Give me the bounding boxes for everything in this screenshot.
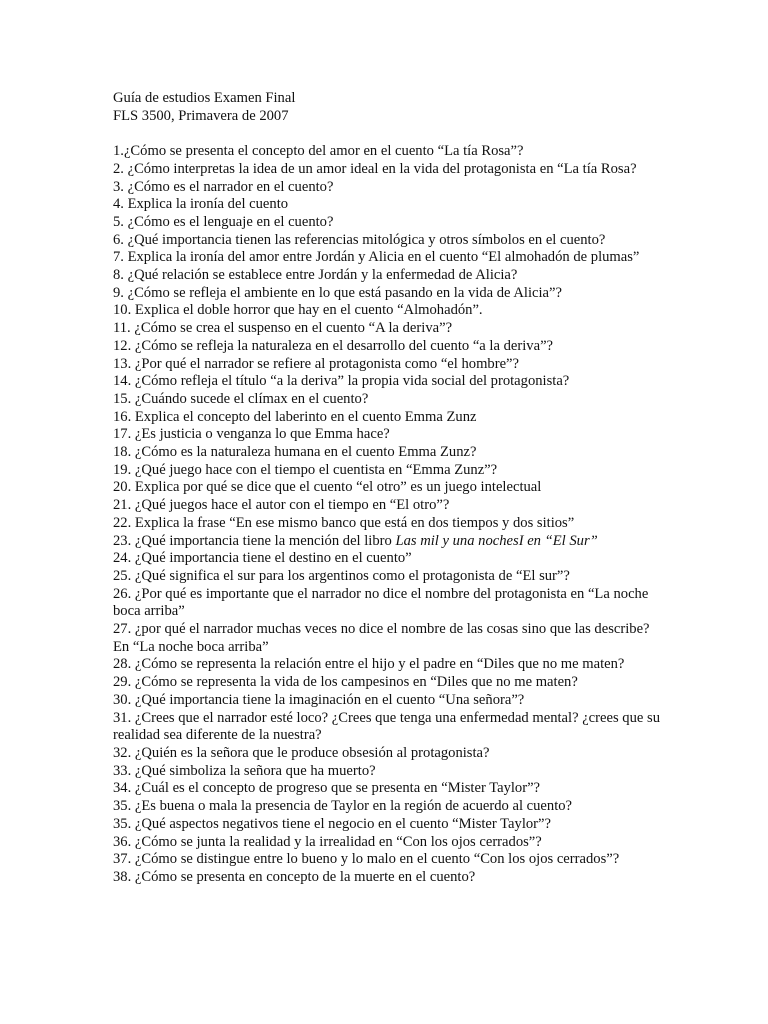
question-number: 23. xyxy=(113,532,135,549)
question-item xyxy=(113,834,663,852)
question-text: ¿Cómo se distingue entre lo bueno y lo malo en el cuento “Con los ojos cerrados”? xyxy=(134,851,620,868)
study-guide-page xyxy=(113,90,663,887)
question-item xyxy=(113,302,663,320)
question-italic-text: Las mil y una nochesI en “El Sur” xyxy=(395,532,598,549)
question-number: 14. xyxy=(113,373,135,390)
question-number: 12. xyxy=(113,337,135,354)
document-title: Guía de estudios Examen Final xyxy=(113,90,296,106)
question-text: ¿Qué importancia tienen las referencias mitológica y otros símbolos en el cuento? xyxy=(127,231,606,248)
question-text: ¿por qué el narrador muchas veces no dice el nombre de las cosas sino que las describe? En “La noche boca arriba” xyxy=(113,621,650,655)
question-item xyxy=(113,586,663,621)
question-number: 17. xyxy=(113,426,135,443)
question-number: 2. xyxy=(113,160,128,177)
question-item xyxy=(113,267,663,285)
question-text: ¿Es buena o mala la presencia de Taylor en la región de acuerdo al cuento? xyxy=(134,798,573,815)
question-text: ¿Cuál es el concepto de progreso que se presenta en “Mister Taylor”? xyxy=(134,780,541,797)
question-text: Explica la ironía del amor entre Jordán y Alicia en el cuento “El almohadón de plumas” xyxy=(127,249,640,266)
question-item xyxy=(113,409,663,427)
question-text: Explica el concepto del laberinto en el cuento Emma Zunz xyxy=(134,408,477,425)
question-text: ¿Cómo se representa la relación entre el hijo y el padre en “Diles que no me maten? xyxy=(134,656,625,673)
question-text: ¿Cómo interpretas la idea de un amor ideal en la vida del protagonista en “La tía Rosa? xyxy=(127,160,637,177)
question-item xyxy=(113,550,663,568)
question-number: 9. xyxy=(113,284,128,301)
question-number: 29. xyxy=(113,674,135,691)
question-number: 22. xyxy=(113,514,135,531)
question-text: ¿Cómo es el narrador en el cuento? xyxy=(127,178,334,195)
question-number: 35. xyxy=(113,815,135,832)
question-text: ¿Cómo se representa la vida de los campesinos en “Diles que no me maten? xyxy=(134,674,578,691)
question-item xyxy=(113,692,663,710)
question-text: ¿Crees que el narrador esté loco? ¿Crees que tenga una enfermedad mental? ¿crees que su realidad sea diferente de la nuestra? xyxy=(113,709,661,744)
question-item xyxy=(113,196,663,214)
question-item xyxy=(113,479,663,497)
question-text: ¿Cómo refleja el título “a la deriva” la propia vida social del protagonista? xyxy=(134,373,570,390)
question-item xyxy=(113,249,663,267)
question-item xyxy=(113,462,663,480)
question-number: 25. xyxy=(113,567,135,584)
question-item xyxy=(113,391,663,409)
question-number: 7. xyxy=(113,249,128,266)
question-number: 28. xyxy=(113,656,135,673)
question-text: ¿Cómo se crea el suspenso en el cuento “A la deriva”? xyxy=(134,320,453,337)
question-text: ¿Cómo se refleja el ambiente en lo que está pasando en la vida de Alicia”? xyxy=(127,284,562,301)
question-number: 18. xyxy=(113,444,135,461)
question-text: ¿Por qué es importante que el narrador no dice el nombre del protagonista en “La noche boca arriba” xyxy=(113,585,649,620)
question-number: 32. xyxy=(113,745,135,761)
question-number: 5. xyxy=(113,213,128,230)
question-item xyxy=(113,232,663,250)
question-item xyxy=(113,710,663,745)
question-text: ¿Cómo es el lenguaje en el cuento? xyxy=(127,213,334,230)
question-text: ¿Es justicia o venganza lo que Emma hace? xyxy=(134,426,390,443)
question-item xyxy=(113,143,663,161)
question-item xyxy=(113,568,663,586)
question-item xyxy=(113,816,663,834)
question-number: 24. xyxy=(113,550,135,567)
question-number: 36. xyxy=(113,833,135,850)
question-number: 33. xyxy=(113,762,135,779)
question-item xyxy=(113,338,663,356)
question-item xyxy=(113,798,663,816)
question-number: 38. xyxy=(113,868,135,885)
question-item xyxy=(113,780,663,798)
question-item xyxy=(113,214,663,232)
question-item xyxy=(113,285,663,303)
question-text: ¿Qué relación se establece entre Jordán y la enfermedad de Alicia? xyxy=(127,267,518,284)
question-text: ¿Por qué el narrador se refiere al protagonista como “el hombre”? xyxy=(134,355,520,372)
question-number: 13. xyxy=(113,355,135,372)
question-text: Explica la ironía del cuento xyxy=(127,196,289,213)
question-text: ¿Cómo se presenta en concepto de la muerte en el cuento? xyxy=(134,868,476,885)
question-number: 10. xyxy=(113,302,135,319)
question-text: Explica la frase “En ese mismo banco que está en dos tiempos y dos sitios” xyxy=(134,514,575,531)
question-number: 19. xyxy=(113,461,135,478)
question-item xyxy=(113,674,663,692)
question-number: 37. xyxy=(113,851,135,868)
question-number: 27. xyxy=(113,621,135,638)
question-number: 11. xyxy=(113,320,135,337)
question-text: ¿Qué simboliza la señora que ha muerto? xyxy=(134,762,376,779)
question-item xyxy=(113,444,663,462)
question-list xyxy=(113,143,663,887)
question-text: Explica el doble horror que hay en el cuento “Almohadón”. xyxy=(134,302,483,319)
question-text: Explica por qué se dice que el cuento “el otro” es un juego intelectual xyxy=(134,479,542,496)
question-item xyxy=(113,869,663,887)
question-number: 16. xyxy=(113,408,135,425)
question-text: ¿Qué aspectos negativos tiene el negocio en el cuento “Mister Taylor”? xyxy=(134,815,551,832)
question-item xyxy=(113,745,663,763)
question-text: ¿Qué juegos hace el autor con el tiempo en “El otro”? xyxy=(134,497,450,514)
question-text: ¿Qué importancia tiene el destino en el cuento” xyxy=(134,550,412,567)
question-item xyxy=(113,533,663,551)
question-text: ¿Cómo se junta la realidad y la irrealidad en “Con los ojos cerrados”? xyxy=(134,833,542,850)
question-number: 1. xyxy=(113,143,124,160)
question-number: 20. xyxy=(113,479,135,496)
question-item xyxy=(113,763,663,781)
question-number: 8. xyxy=(113,267,128,284)
question-text: ¿Qué significa el sur para los argentinos como el protagonista de “El sur”? xyxy=(134,567,570,584)
question-item xyxy=(113,497,663,515)
question-text: ¿Qué importancia tiene la mención del libro xyxy=(134,532,396,549)
question-number: 6. xyxy=(113,231,128,248)
question-number: 4. xyxy=(113,196,128,213)
header-spacer xyxy=(113,125,663,143)
question-text: ¿Quién es la señora que le produce obsesión al protagonista? xyxy=(134,745,490,761)
question-item xyxy=(113,851,663,869)
question-text: ¿Qué importancia tiene la imaginación en el cuento “Una señora”? xyxy=(134,691,525,708)
question-item xyxy=(113,515,663,533)
question-text: ¿Cómo se refleja la naturaleza en el desarrollo del cuento “a la deriva”? xyxy=(134,337,554,354)
question-item xyxy=(113,373,663,391)
question-text: ¿Cómo se presenta el concepto del amor en el cuento “La tía Rosa”? xyxy=(123,143,524,160)
question-number: 15. xyxy=(113,390,135,407)
document-subtitle: FLS 3500, Primavera de 2007 xyxy=(113,107,289,124)
question-number: 21. xyxy=(113,497,135,514)
question-number: 30. xyxy=(113,691,135,708)
question-item xyxy=(113,161,663,179)
question-number: 3. xyxy=(113,178,128,195)
question-item xyxy=(113,356,663,374)
question-text: ¿Cómo es la naturaleza humana en el cuento Emma Zunz? xyxy=(134,444,477,461)
question-number: 34. xyxy=(113,780,135,797)
question-item xyxy=(113,656,663,674)
question-number: 35. xyxy=(113,798,135,815)
question-item xyxy=(113,621,663,656)
question-number: 26. xyxy=(113,585,135,602)
question-text: ¿Cuándo sucede el clímax en el cuento? xyxy=(134,390,369,407)
question-text: ¿Qué juego hace con el tiempo el cuentista en “Emma Zunz”? xyxy=(134,461,498,478)
question-item xyxy=(113,426,663,444)
question-item xyxy=(113,179,663,197)
question-item xyxy=(113,320,663,338)
question-number: 31. xyxy=(113,709,135,726)
